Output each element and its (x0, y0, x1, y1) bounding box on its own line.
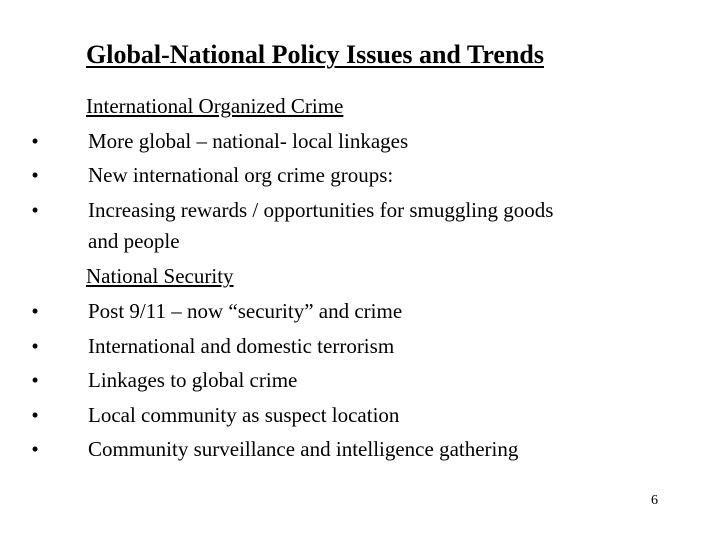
bullet-icon: • (31, 402, 39, 427)
slide-body (0, 89, 720, 467)
bullet-text: Increasing rewards / opportunities for smuggling goods (88, 197, 554, 222)
bullet-text: More global – national- local linkages (88, 128, 409, 153)
section-heading-organized-crime: International Organized Crime (86, 94, 344, 118)
bullet-icon: • (31, 298, 39, 323)
bullet-item (0, 193, 720, 228)
bullet-item (0, 124, 720, 159)
bullet-text: Local community as suspect location (88, 402, 400, 427)
bullet-item (0, 398, 720, 433)
bullet-icon: • (31, 333, 39, 358)
bullet-item-continuation (0, 227, 720, 259)
bullet-text: Linkages to global crime (88, 368, 298, 393)
bullet-icon: • (31, 128, 39, 153)
bullet-icon: • (31, 197, 39, 222)
bullet-item (0, 294, 720, 329)
bullet-text: Community surveillance and intelligence gathering (88, 437, 519, 462)
bullet-item (0, 363, 720, 398)
bullet-icon: • (31, 368, 39, 393)
bullet-text: Post 9/11 – now “security” and crime (88, 298, 403, 323)
section-heading-row (0, 259, 720, 294)
bullet-text-continuation: and people (88, 229, 180, 254)
page-number: 6 (651, 493, 658, 508)
bullet-item (0, 158, 720, 193)
bullet-item (0, 432, 720, 467)
bullet-text: International and domestic terrorism (88, 333, 395, 358)
bullet-icon: • (31, 437, 39, 462)
bullet-text: New international org crime groups: (88, 163, 394, 188)
bullet-icon: • (31, 163, 39, 188)
slide-title: Global-National Policy Issues and Trends (86, 40, 544, 69)
section-heading-row (0, 89, 720, 124)
section-heading-national-security: National Security (86, 264, 234, 289)
bullet-item (0, 329, 720, 364)
